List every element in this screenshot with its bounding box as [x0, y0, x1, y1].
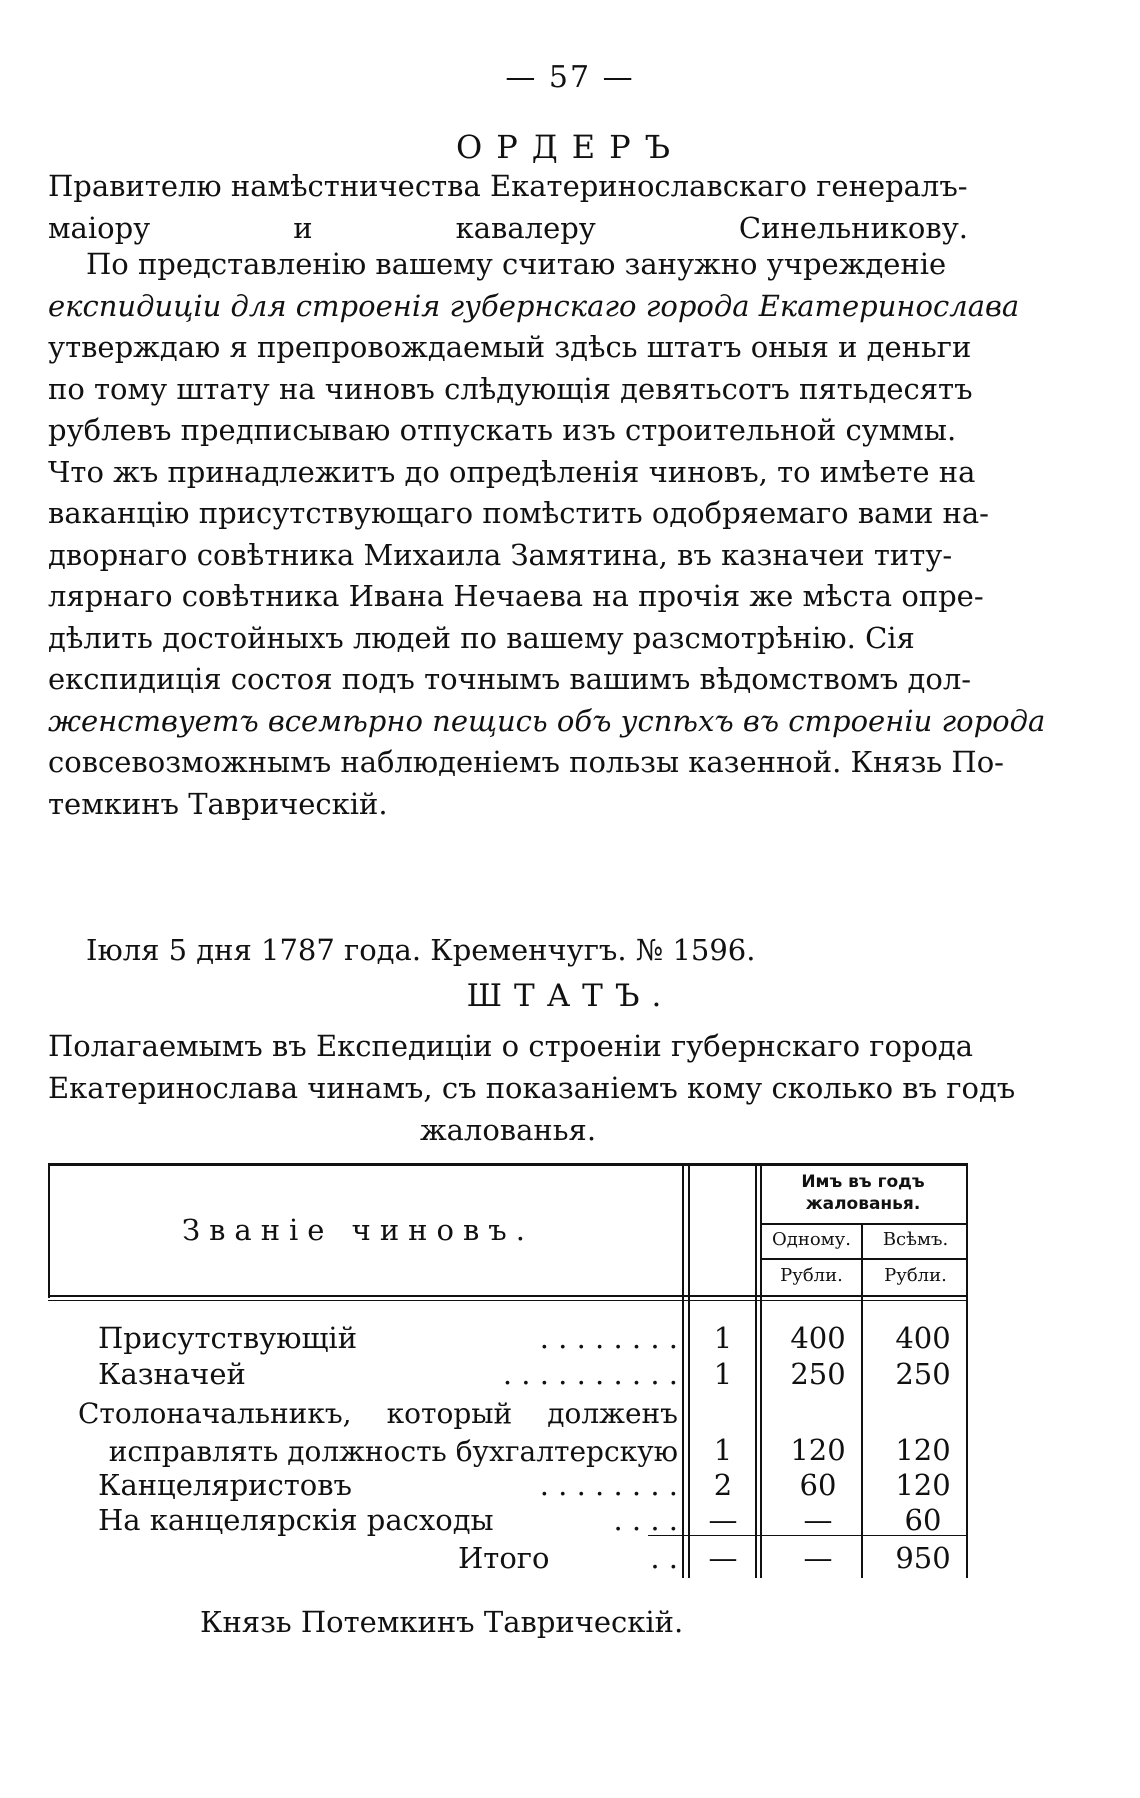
- shtat-title: ШТАТЪ.: [466, 978, 674, 1014]
- header-pay: Имъ въ годъ жалованья.: [801, 1172, 925, 1214]
- header-all: Всѣмъ.: [882, 1229, 949, 1250]
- row-count: 2: [713, 1468, 733, 1502]
- table-row: [48, 1321, 968, 1357]
- body-line-6: Что жъ принадлежитъ до опредѣленія чиновъ, то имѣете на: [48, 454, 976, 489]
- page-number: — 57 —: [505, 60, 635, 95]
- addressee-line-2: маіору и кавалеру Синельникову.: [48, 210, 968, 245]
- pay-header-rule: [760, 1223, 968, 1225]
- body-line-9: лярнаго совѣтника Ивана Нечаева на прочія же мѣста опре-: [48, 579, 984, 613]
- body-line-4: по тому штату на чиновъ слѣдующія девятьсотъ пятьдесятъ: [48, 371, 973, 406]
- total-one: —: [803, 1541, 833, 1575]
- total-label: Итого . .: [458, 1541, 678, 1575]
- row-count: 1: [713, 1433, 733, 1467]
- row-one: 400: [790, 1321, 846, 1355]
- body-line-7: ваканцію присутствующаго помѣстить одобряемаго вами на-: [48, 496, 989, 530]
- row-count: 1: [713, 1357, 733, 1391]
- total-count: —: [708, 1541, 738, 1575]
- body-line-5: рублевъ предписываю отпускать изъ строительной суммы.: [48, 413, 957, 447]
- order-title: ОРДЕРЪ: [455, 128, 685, 166]
- body-line-1: По представленію вашему считаю занужно учрежденіе: [86, 247, 947, 281]
- total-all: 950: [895, 1541, 951, 1575]
- row-rank: Казначей . . . . . . . . . .: [98, 1357, 678, 1391]
- order-dateline: Іюля 5 дня 1787 года. Кременчугъ. № 1596.: [86, 933, 756, 967]
- table-row: [48, 1395, 968, 1475]
- table-row: [48, 1468, 968, 1504]
- row-count: 1: [713, 1321, 733, 1355]
- table-row: [48, 1503, 968, 1539]
- body-line-13: совсевозможнымъ наблюденіемъ пользы казенной. Князь По-: [48, 745, 1004, 779]
- order-addressee: [48, 166, 968, 249]
- header-one: Одному.: [772, 1229, 851, 1250]
- row-one: 60: [799, 1468, 837, 1502]
- header-rank: Званіе чиновъ.: [182, 1213, 534, 1247]
- staff-table: [48, 1163, 968, 1578]
- row-all: 250: [895, 1357, 951, 1391]
- shtat-subtitle-line-2: Екатеринослава чинамъ, съ показаніемъ кому сколько въ годъ: [48, 1071, 1016, 1105]
- row-rank: Канцеляристовъ . . . . . . . .: [98, 1468, 678, 1502]
- row-count: —: [708, 1503, 738, 1537]
- table-top-rule: [48, 1163, 968, 1166]
- shtat-subtitle-line-3: жалованья.: [419, 1113, 597, 1147]
- row-one: 120: [790, 1433, 846, 1467]
- unit-header-rule: [760, 1258, 968, 1260]
- unit-all: Рубли.: [884, 1265, 947, 1286]
- body-line-11: експидиція состоя подъ точнымъ вашимъ вѣдомствомъ дол-: [48, 662, 972, 696]
- row-one: —: [803, 1503, 833, 1537]
- unit-one: Рубли.: [780, 1265, 843, 1286]
- row-rank: Столоначальникъ, который долженъ исправлять должность бухгалтерскую: [78, 1397, 678, 1468]
- row-rank: На канцелярскія расходы . . . .: [98, 1503, 678, 1537]
- signature: Князь Потемкинъ Таврическій.: [200, 1605, 684, 1639]
- shtat-subtitle-line-1: Полагаемымъ въ Експедиціи о строеніи губернскаго города: [48, 1029, 974, 1063]
- body-line-10: дѣлить достойныхъ людей по вашему разсмотрѣнію. Сія: [48, 620, 915, 655]
- body-line-3: утверждаю я препровождаемый здѣсь штатъ оныя и деньги: [48, 330, 972, 364]
- addressee-line-1: Правителю намѣстничества Екатеринославскаго генералъ-: [48, 169, 968, 203]
- body-line-2: експидиціи для строенія губернскаго города Екатеринослава: [48, 288, 1020, 323]
- row-one: 250: [790, 1357, 846, 1391]
- shtat-subtitle: [48, 1025, 1016, 1151]
- row-all: 120: [895, 1468, 951, 1502]
- row-all: 120: [895, 1433, 951, 1467]
- row-rank: Присутствующій . . . . . . . .: [98, 1321, 678, 1355]
- header-rule-a: [48, 1295, 968, 1297]
- row-all: 400: [895, 1321, 951, 1355]
- body-line-8: дворнаго совѣтника Михаила Замятина, въ казначеи титу-: [48, 537, 953, 572]
- header-rule-b: [48, 1300, 968, 1301]
- row-all: 60: [904, 1503, 942, 1537]
- order-body: [48, 244, 1046, 825]
- body-line-12: женствуетъ всемѣрно пещись объ успѣхъ въ строеніи города: [48, 703, 1046, 738]
- table-row: [48, 1357, 968, 1393]
- table-total-row: [48, 1541, 968, 1577]
- body-line-14: темкинъ Таврическій.: [48, 786, 388, 821]
